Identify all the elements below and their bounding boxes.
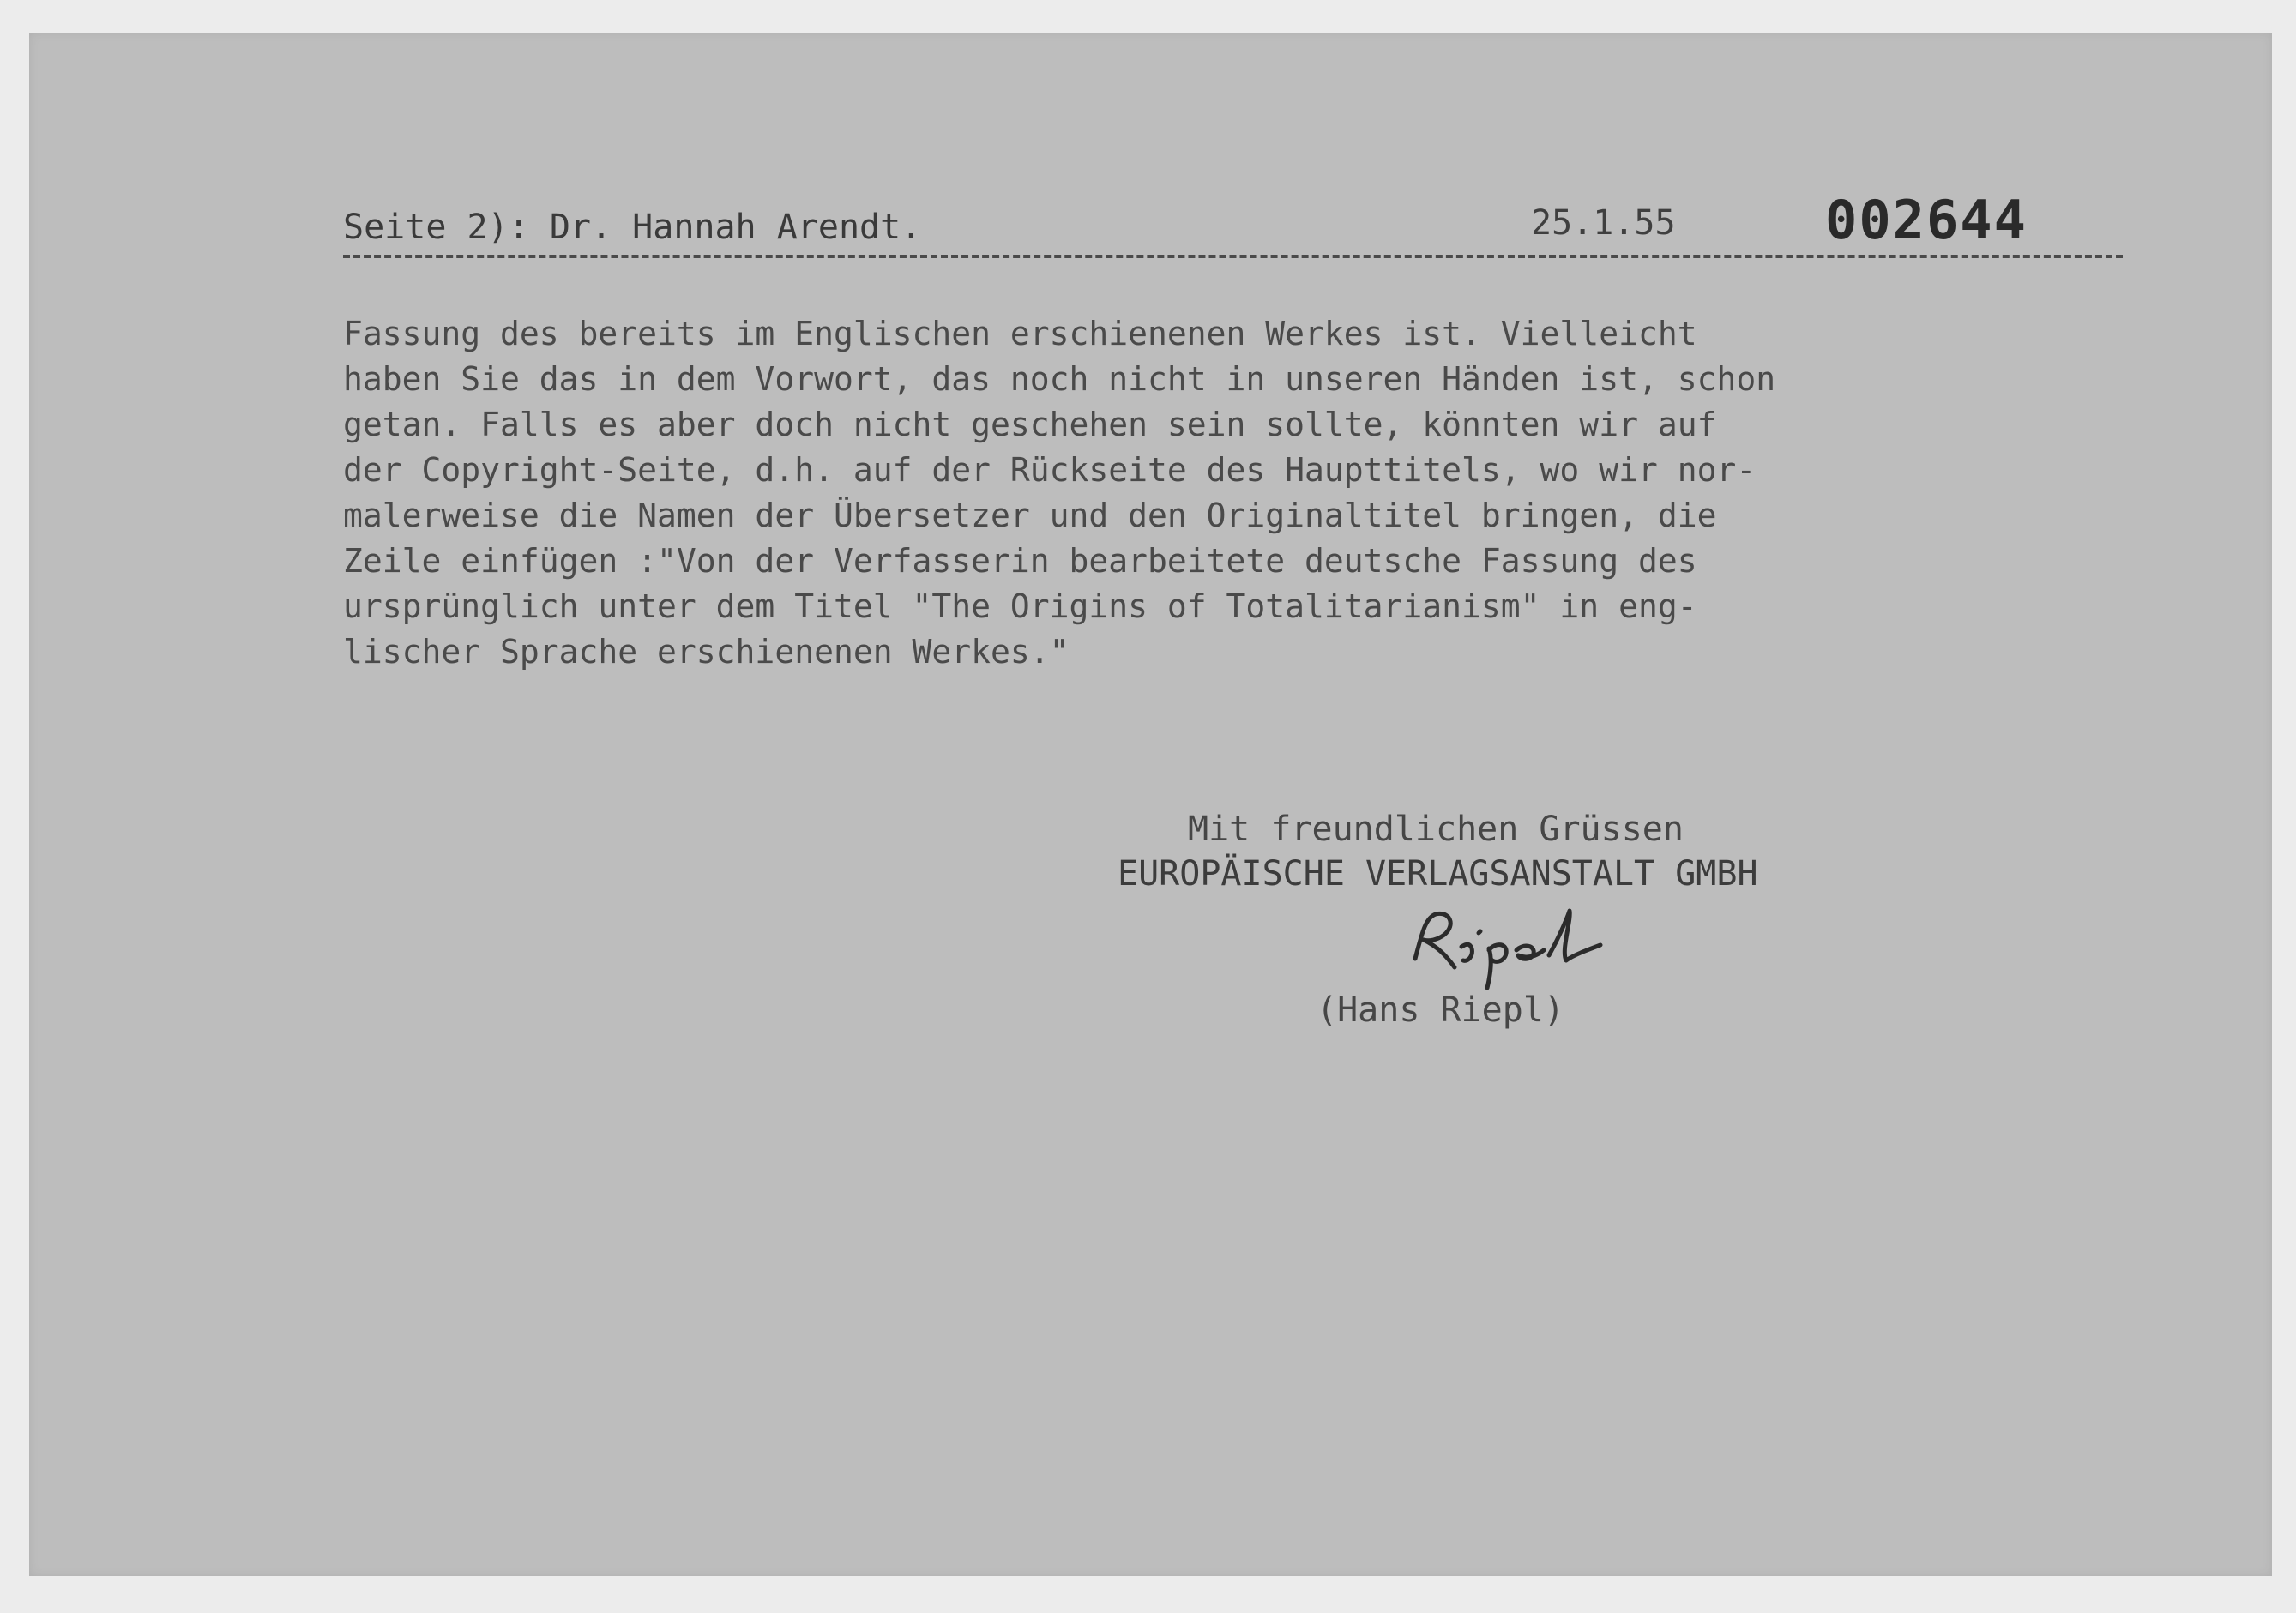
- page-header-recipient: Seite 2): Dr. Hannah Arendt.: [343, 208, 922, 247]
- body-line: malerweise die Namen der Übersetzer und den Originaltitel bringen, die: [343, 497, 1717, 534]
- signer-name: (Hans Riepl): [1317, 990, 1564, 1030]
- company-name: EUROPÄISCHE VERLAGSANSTALT GMBH: [1118, 854, 1758, 894]
- letter-date: 25.1.55: [1531, 203, 1676, 243]
- handwritten-signature: [1407, 899, 1638, 993]
- body-line: getan. Falls es aber doch nicht geschehen sein sollte, könnten wir auf: [343, 406, 1717, 443]
- body-line: ursprünglich unter dem Titel "The Origins of Totalitarianism" in eng-: [343, 587, 1697, 625]
- header-underline: [343, 255, 2123, 258]
- letter-page: [29, 33, 2272, 1576]
- document-number: 002644: [1825, 189, 2028, 251]
- body-line: Fassung des bereits im Englischen erschienenen Werkes ist. Vielleicht: [343, 315, 1697, 352]
- body-line: Zeile einfügen :"Von der Verfasserin bearbeitete deutsche Fassung des: [343, 542, 1697, 580]
- closing-greeting: Mit freundlichen Grüssen: [1188, 810, 1684, 849]
- letter-body: [343, 311, 2144, 675]
- body-line: der Copyright-Seite, d.h. auf der Rückseite des Haupttitels, wo wir nor-: [343, 451, 1757, 489]
- body-line: haben Sie das in dem Vorwort, das noch nicht in unseren Händen ist, schon: [343, 360, 1776, 398]
- body-line: lischer Sprache erschienenen Werkes.": [343, 633, 1070, 671]
